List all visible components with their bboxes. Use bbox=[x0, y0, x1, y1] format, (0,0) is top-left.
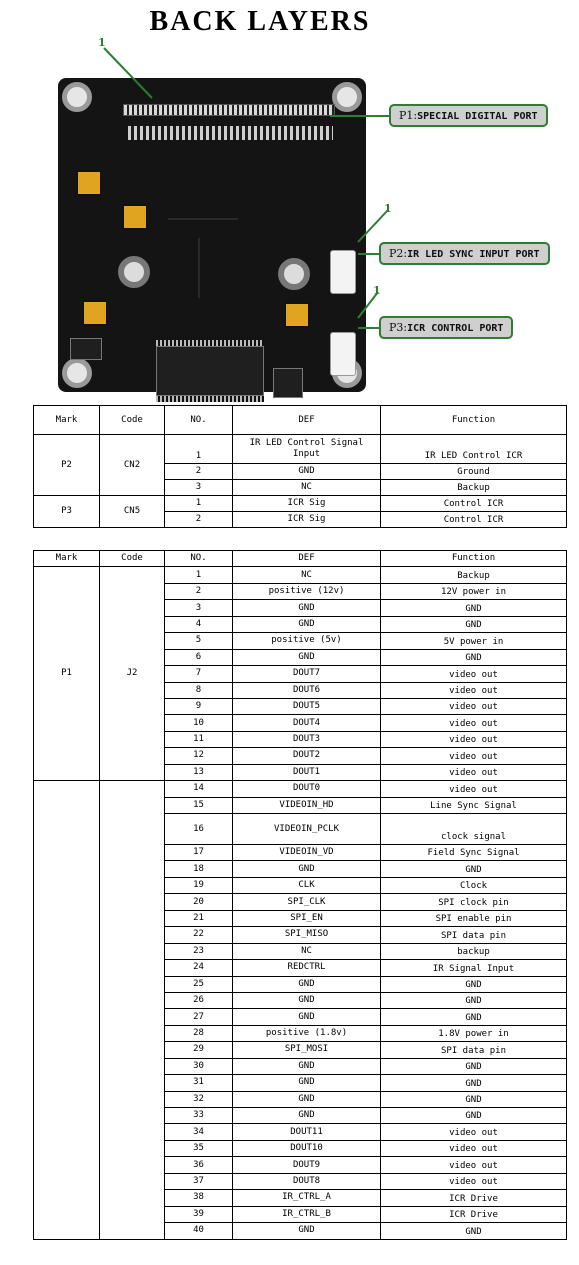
function-cell: video out bbox=[381, 731, 567, 747]
def-cell: IR LED Control Signal Input bbox=[233, 435, 381, 464]
function-cell: SPI data pin bbox=[381, 1042, 567, 1058]
callout-label: IR LED SYNC INPUT PORT bbox=[407, 249, 540, 260]
function-cell: GND bbox=[381, 1058, 567, 1074]
function-cell: video out bbox=[381, 715, 567, 731]
no-cell: 2 bbox=[165, 583, 233, 599]
no-cell: 28 bbox=[165, 1025, 233, 1041]
callout-prefix: P2: bbox=[389, 247, 408, 260]
header-def: DEF bbox=[233, 551, 381, 567]
function-cell: video out bbox=[381, 1140, 567, 1156]
no-cell: 7 bbox=[165, 666, 233, 682]
function-cell: 5V power in bbox=[381, 633, 567, 649]
no-cell: 18 bbox=[165, 861, 233, 877]
function-cell: SPI data pin bbox=[381, 927, 567, 943]
def-cell: DOUT5 bbox=[233, 698, 381, 714]
no-cell: 14 bbox=[165, 781, 233, 797]
no-cell: 29 bbox=[165, 1042, 233, 1058]
callout-number-p2: 1 bbox=[384, 202, 392, 215]
function-cell: 12V power in bbox=[381, 583, 567, 599]
def-cell: positive (1.8v) bbox=[233, 1025, 381, 1041]
page-title: BACK LAYERS bbox=[149, 6, 371, 37]
no-cell: 11 bbox=[165, 731, 233, 747]
function-cell: clock signal bbox=[381, 814, 567, 845]
function-cell: backup bbox=[381, 943, 567, 959]
leader-line bbox=[104, 48, 152, 98]
function-cell: Line Sync Signal bbox=[381, 797, 567, 813]
function-cell: Backup bbox=[381, 480, 567, 496]
header-no: NO. bbox=[165, 406, 233, 435]
callout-lines bbox=[0, 36, 579, 398]
table-row bbox=[34, 567, 567, 583]
no-cell: 4 bbox=[165, 616, 233, 632]
table-row bbox=[34, 781, 567, 797]
function-cell: video out bbox=[381, 764, 567, 780]
function-cell: video out bbox=[381, 1157, 567, 1173]
header-def: DEF bbox=[233, 406, 381, 435]
function-cell: video out bbox=[381, 698, 567, 714]
board-illustration bbox=[0, 36, 579, 398]
no-cell: 32 bbox=[165, 1091, 233, 1107]
function-cell: video out bbox=[381, 666, 567, 682]
no-cell: 15 bbox=[165, 797, 233, 813]
def-cell: SPI_MISO bbox=[233, 927, 381, 943]
pin-table-p2-p3 bbox=[33, 405, 567, 528]
code-cell: J2 bbox=[100, 567, 165, 781]
def-cell: GND bbox=[233, 1009, 381, 1025]
def-cell: DOUT6 bbox=[233, 682, 381, 698]
function-cell: GND bbox=[381, 1108, 567, 1124]
header-function: Function bbox=[381, 551, 567, 567]
callout-number-p3: 1 bbox=[373, 284, 381, 297]
function-cell: SPI clock pin bbox=[381, 894, 567, 910]
function-cell: video out bbox=[381, 682, 567, 698]
no-cell: 25 bbox=[165, 976, 233, 992]
def-cell: GND bbox=[233, 616, 381, 632]
callout-prefix: P1: bbox=[399, 109, 418, 122]
header-mark: Mark bbox=[34, 406, 100, 435]
table-header-row bbox=[34, 406, 567, 435]
no-cell: 3 bbox=[165, 480, 233, 496]
no-cell: 36 bbox=[165, 1157, 233, 1173]
function-cell: 1.8V power in bbox=[381, 1025, 567, 1041]
no-cell: 31 bbox=[165, 1075, 233, 1091]
function-cell: GND bbox=[381, 992, 567, 1008]
def-cell: NC bbox=[233, 567, 381, 583]
function-cell: GND bbox=[381, 649, 567, 665]
def-cell: DOUT3 bbox=[233, 731, 381, 747]
no-cell: 26 bbox=[165, 992, 233, 1008]
callout-p3 bbox=[379, 316, 513, 339]
function-cell: GND bbox=[381, 1075, 567, 1091]
function-cell: Control ICR bbox=[381, 512, 567, 528]
no-cell: 12 bbox=[165, 748, 233, 764]
no-cell: 17 bbox=[165, 845, 233, 861]
header-code: Code bbox=[100, 406, 165, 435]
header-no: NO. bbox=[165, 551, 233, 567]
code-cell: CN5 bbox=[100, 496, 165, 528]
function-cell: video out bbox=[381, 748, 567, 764]
function-cell: GND bbox=[381, 1223, 567, 1239]
function-cell: GND bbox=[381, 861, 567, 877]
function-cell: SPI enable pin bbox=[381, 910, 567, 926]
mark-cell-empty bbox=[34, 781, 100, 1239]
def-cell: VIDEOIN_PCLK bbox=[233, 814, 381, 845]
def-cell: VIDEOIN_VD bbox=[233, 845, 381, 861]
def-cell: GND bbox=[233, 976, 381, 992]
def-cell: GND bbox=[233, 600, 381, 616]
no-cell: 8 bbox=[165, 682, 233, 698]
def-cell: GND bbox=[233, 1058, 381, 1074]
def-cell: positive (12v) bbox=[233, 583, 381, 599]
no-cell: 9 bbox=[165, 698, 233, 714]
callout-number-p1: 1 bbox=[98, 36, 106, 49]
function-cell: ICR Drive bbox=[381, 1206, 567, 1222]
code-cell: CN2 bbox=[100, 435, 165, 496]
no-cell: 23 bbox=[165, 943, 233, 959]
mark-cell: P1 bbox=[34, 567, 100, 781]
no-cell: 22 bbox=[165, 927, 233, 943]
pin-table-body bbox=[34, 551, 567, 1240]
no-cell: 13 bbox=[165, 764, 233, 780]
header-mark: Mark bbox=[34, 551, 100, 567]
def-cell: DOUT10 bbox=[233, 1140, 381, 1156]
function-cell: video out bbox=[381, 1124, 567, 1140]
no-cell: 2 bbox=[165, 464, 233, 480]
def-cell: REDCTRL bbox=[233, 960, 381, 976]
def-cell: DOUT1 bbox=[233, 764, 381, 780]
def-cell: SPI_CLK bbox=[233, 894, 381, 910]
no-cell: 10 bbox=[165, 715, 233, 731]
def-cell: GND bbox=[233, 464, 381, 480]
no-cell: 1 bbox=[165, 567, 233, 583]
code-cell-empty bbox=[100, 781, 165, 1239]
no-cell: 30 bbox=[165, 1058, 233, 1074]
no-cell: 1 bbox=[165, 435, 233, 464]
function-cell: IR Signal Input bbox=[381, 960, 567, 976]
function-cell: GND bbox=[381, 600, 567, 616]
table-row bbox=[34, 496, 567, 512]
no-cell: 20 bbox=[165, 894, 233, 910]
callout-label: ICR CONTROL PORT bbox=[407, 323, 504, 334]
def-cell: DOUT11 bbox=[233, 1124, 381, 1140]
no-cell: 21 bbox=[165, 910, 233, 926]
def-cell: GND bbox=[233, 1075, 381, 1091]
def-cell: GND bbox=[233, 861, 381, 877]
def-cell: CLK bbox=[233, 877, 381, 893]
no-cell: 35 bbox=[165, 1140, 233, 1156]
def-cell: VIDEOIN_HD bbox=[233, 797, 381, 813]
function-cell: Backup bbox=[381, 567, 567, 583]
def-cell: NC bbox=[233, 480, 381, 496]
no-cell: 6 bbox=[165, 649, 233, 665]
no-cell: 5 bbox=[165, 633, 233, 649]
callout-p1 bbox=[389, 104, 548, 127]
no-cell: 40 bbox=[165, 1223, 233, 1239]
no-cell: 33 bbox=[165, 1108, 233, 1124]
function-cell: ICR Drive bbox=[381, 1190, 567, 1206]
function-cell: Field Sync Signal bbox=[381, 845, 567, 861]
def-cell: GND bbox=[233, 1223, 381, 1239]
def-cell: DOUT4 bbox=[233, 715, 381, 731]
no-cell: 16 bbox=[165, 814, 233, 845]
def-cell: IR_CTRL_B bbox=[233, 1206, 381, 1222]
def-cell: ICR Sig bbox=[233, 496, 381, 512]
no-cell: 24 bbox=[165, 960, 233, 976]
no-cell: 37 bbox=[165, 1173, 233, 1189]
no-cell: 19 bbox=[165, 877, 233, 893]
def-cell: DOUT8 bbox=[233, 1173, 381, 1189]
def-cell: IR_CTRL_A bbox=[233, 1190, 381, 1206]
table-header-row bbox=[34, 551, 567, 567]
no-cell: 38 bbox=[165, 1190, 233, 1206]
mark-cell: P2 bbox=[34, 435, 100, 496]
function-cell: video out bbox=[381, 781, 567, 797]
function-cell: video out bbox=[381, 1173, 567, 1189]
def-cell: GND bbox=[233, 649, 381, 665]
function-cell: IR LED Control ICR bbox=[381, 435, 567, 464]
function-cell: GND bbox=[381, 1091, 567, 1107]
def-cell: DOUT9 bbox=[233, 1157, 381, 1173]
mark-cell: P3 bbox=[34, 496, 100, 528]
table-row bbox=[34, 435, 567, 464]
def-cell: DOUT2 bbox=[233, 748, 381, 764]
callout-label: SPECIAL DIGITAL PORT bbox=[417, 111, 538, 122]
function-cell: GND bbox=[381, 1009, 567, 1025]
function-cell: GND bbox=[381, 616, 567, 632]
no-cell: 1 bbox=[165, 496, 233, 512]
header-code: Code bbox=[100, 551, 165, 567]
def-cell: GND bbox=[233, 1091, 381, 1107]
def-cell: SPI_MOSI bbox=[233, 1042, 381, 1058]
def-cell: NC bbox=[233, 943, 381, 959]
function-cell: Clock bbox=[381, 877, 567, 893]
callout-p2 bbox=[379, 242, 550, 265]
def-cell: SPI_EN bbox=[233, 910, 381, 926]
no-cell: 2 bbox=[165, 512, 233, 528]
function-cell: Control ICR bbox=[381, 496, 567, 512]
def-cell: ICR Sig bbox=[233, 512, 381, 528]
def-cell: positive (5v) bbox=[233, 633, 381, 649]
def-cell: GND bbox=[233, 992, 381, 1008]
callout-prefix: P3: bbox=[389, 321, 408, 334]
no-cell: 39 bbox=[165, 1206, 233, 1222]
header-function: Function bbox=[381, 406, 567, 435]
def-cell: DOUT0 bbox=[233, 781, 381, 797]
no-cell: 27 bbox=[165, 1009, 233, 1025]
no-cell: 34 bbox=[165, 1124, 233, 1140]
def-cell: DOUT7 bbox=[233, 666, 381, 682]
no-cell: 3 bbox=[165, 600, 233, 616]
function-cell: Ground bbox=[381, 464, 567, 480]
def-cell: GND bbox=[233, 1108, 381, 1124]
function-cell: GND bbox=[381, 976, 567, 992]
pin-table-p1 bbox=[33, 550, 567, 1240]
